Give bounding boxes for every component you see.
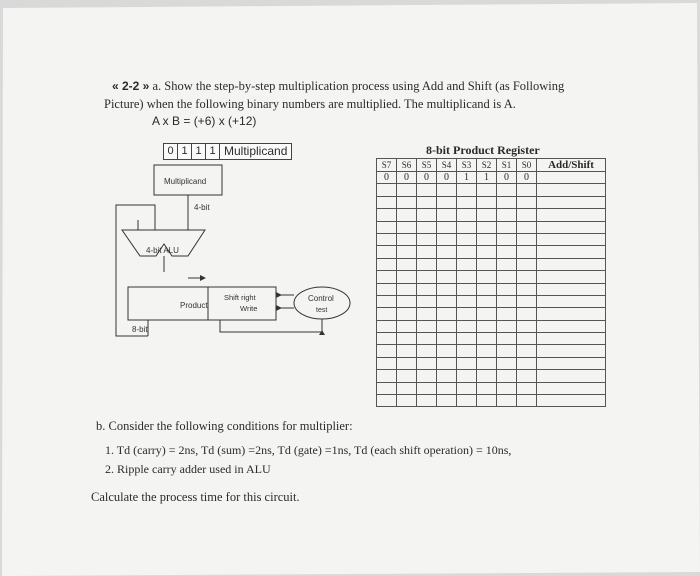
multiplicand-bit: 0 xyxy=(164,144,178,159)
empty-bit-cell xyxy=(517,357,537,369)
empty-bit-cell xyxy=(437,345,457,357)
empty-bit-cell xyxy=(497,357,517,369)
table-row xyxy=(377,246,606,258)
table-row xyxy=(377,221,606,233)
add-shift-cell xyxy=(537,333,606,345)
initial-bit-cell: 0 xyxy=(517,172,537,184)
multiplicand-bit: 1 xyxy=(178,144,192,159)
add-shift-cell xyxy=(537,345,606,357)
part-b-condition-1: 1. Td (carry) = 2ns, Td (sum) =2ns, Td (gate) =1ns, Td (each shift operation) = 10ns, xyxy=(105,443,512,457)
add-shift-cell xyxy=(537,370,606,382)
bit-header-s3: S3 xyxy=(457,159,477,172)
empty-bit-cell xyxy=(517,345,537,357)
bit-header-s0: S0 xyxy=(517,159,537,172)
empty-bit-cell xyxy=(497,233,517,245)
empty-bit-cell xyxy=(477,308,497,320)
empty-bit-cell xyxy=(477,209,497,221)
empty-bit-cell xyxy=(397,196,417,208)
empty-bit-cell xyxy=(397,345,417,357)
add-shift-cell xyxy=(537,382,606,394)
empty-bit-cell xyxy=(477,382,497,394)
empty-bit-cell xyxy=(477,295,497,307)
bit-header-s6: S6 xyxy=(397,159,417,172)
empty-bit-cell xyxy=(477,221,497,233)
empty-bit-cell xyxy=(397,395,417,407)
empty-bit-cell xyxy=(417,295,437,307)
empty-bit-cell xyxy=(417,395,437,407)
empty-bit-cell xyxy=(437,233,457,245)
initial-bit-cell: 0 xyxy=(417,172,437,184)
empty-bit-cell xyxy=(417,308,437,320)
bit-header-s5: S5 xyxy=(417,159,437,172)
empty-bit-cell xyxy=(397,308,417,320)
empty-bit-cell xyxy=(477,320,497,332)
initial-bit-cell: 0 xyxy=(397,172,417,184)
empty-bit-cell xyxy=(517,271,537,283)
empty-bit-cell xyxy=(377,271,397,283)
add-shift-cell xyxy=(537,258,606,270)
add-shift-cell xyxy=(537,320,606,332)
add-shift-cell xyxy=(537,357,606,369)
table-row xyxy=(377,283,606,295)
empty-bit-cell xyxy=(457,196,477,208)
table-row xyxy=(377,209,606,221)
diagram-write-label: Write xyxy=(240,304,258,313)
empty-bit-cell xyxy=(457,233,477,245)
bit-header-s1: S1 xyxy=(497,159,517,172)
add-shift-cell xyxy=(537,308,606,320)
empty-bit-cell xyxy=(517,196,537,208)
empty-bit-cell xyxy=(497,271,517,283)
multiplicand-label: Multiplicand xyxy=(224,144,288,158)
multiplicand-bit: 1 xyxy=(206,144,220,159)
empty-bit-cell xyxy=(377,357,397,369)
empty-bit-cell xyxy=(457,184,477,196)
table-row xyxy=(377,271,606,283)
empty-bit-cell xyxy=(497,196,517,208)
empty-bit-cell xyxy=(417,320,437,332)
product-register-table xyxy=(376,158,606,407)
empty-bit-cell xyxy=(417,258,437,270)
table-row xyxy=(377,345,606,357)
empty-bit-cell xyxy=(417,370,437,382)
empty-bit-cell xyxy=(417,184,437,196)
empty-bit-cell xyxy=(377,221,397,233)
initial-bit-cell: 1 xyxy=(457,172,477,184)
control-test-ellipse xyxy=(294,287,350,319)
empty-bit-cell xyxy=(437,283,457,295)
empty-bit-cell xyxy=(437,357,457,369)
empty-bit-cell xyxy=(457,333,477,345)
empty-bit-cell xyxy=(457,295,477,307)
diagram-8bit-label: 8-bit xyxy=(132,325,148,334)
empty-bit-cell xyxy=(517,283,537,295)
empty-bit-cell xyxy=(437,320,457,332)
empty-bit-cell xyxy=(457,246,477,258)
empty-bit-cell xyxy=(517,209,537,221)
empty-bit-cell xyxy=(397,382,417,394)
empty-bit-cell xyxy=(397,246,417,258)
empty-bit-cell xyxy=(397,209,417,221)
empty-bit-cell xyxy=(397,233,417,245)
empty-bit-cell xyxy=(417,357,437,369)
bit-header-s7: S7 xyxy=(377,159,397,172)
add-shift-cell xyxy=(537,295,606,307)
empty-bit-cell xyxy=(417,233,437,245)
table-row xyxy=(377,295,606,307)
empty-bit-cell xyxy=(397,258,417,270)
diagram-alu-label: 4-bit ALU xyxy=(146,246,179,255)
multiplier-hardware-diagram xyxy=(100,160,360,350)
empty-bit-cell xyxy=(517,184,537,196)
diagram-control-label: Control xyxy=(308,294,334,303)
empty-bit-cell xyxy=(437,258,457,270)
table-row xyxy=(377,308,606,320)
empty-bit-cell xyxy=(457,209,477,221)
add-shift-cell xyxy=(537,221,606,233)
empty-bit-cell xyxy=(417,209,437,221)
empty-bit-cell xyxy=(457,357,477,369)
empty-bit-cell xyxy=(457,271,477,283)
empty-bit-cell xyxy=(477,333,497,345)
empty-bit-cell xyxy=(497,370,517,382)
empty-bit-cell xyxy=(397,333,417,345)
empty-bit-cell xyxy=(437,370,457,382)
empty-bit-cell xyxy=(417,345,437,357)
empty-bit-cell xyxy=(377,233,397,245)
diagram-multiplicand-label: Multiplicand xyxy=(164,177,207,186)
empty-bit-cell xyxy=(417,221,437,233)
add-shift-cell xyxy=(537,172,606,184)
empty-bit-cell xyxy=(437,333,457,345)
empty-bit-cell xyxy=(477,246,497,258)
empty-bit-cell xyxy=(457,308,477,320)
empty-bit-cell xyxy=(437,184,457,196)
question-text-1: a. Show the step-by-step multiplication process using Add and Shift (as Following xyxy=(152,79,565,93)
empty-bit-cell xyxy=(497,333,517,345)
empty-bit-cell xyxy=(377,258,397,270)
empty-bit-cell xyxy=(497,295,517,307)
question-number: « 2-2 » xyxy=(112,79,150,93)
empty-bit-cell xyxy=(437,196,457,208)
table-body xyxy=(377,172,606,407)
empty-bit-cell xyxy=(497,382,517,394)
empty-bit-cell xyxy=(457,370,477,382)
add-shift-cell xyxy=(537,246,606,258)
bit-header-s4: S4 xyxy=(437,159,457,172)
empty-bit-cell xyxy=(477,395,497,407)
empty-bit-cell xyxy=(457,221,477,233)
question-line-1 xyxy=(112,79,564,94)
empty-bit-cell xyxy=(377,295,397,307)
empty-bit-cell xyxy=(457,283,477,295)
table-row xyxy=(377,370,606,382)
empty-bit-cell xyxy=(497,308,517,320)
empty-bit-cell xyxy=(497,246,517,258)
table-row xyxy=(377,382,606,394)
table-row xyxy=(377,184,606,196)
empty-bit-cell xyxy=(377,395,397,407)
empty-bit-cell xyxy=(417,283,437,295)
empty-bit-cell xyxy=(377,320,397,332)
diagram-shift-right-label: Shift right xyxy=(224,293,256,302)
empty-bit-cell xyxy=(477,258,497,270)
add-shift-cell xyxy=(537,196,606,208)
empty-bit-cell xyxy=(377,184,397,196)
empty-bit-cell xyxy=(517,258,537,270)
empty-bit-cell xyxy=(377,382,397,394)
empty-bit-cell xyxy=(517,295,537,307)
multiplicand-bit: 1 xyxy=(192,144,206,159)
empty-bit-cell xyxy=(397,283,417,295)
part-b-question: Calculate the process time for this circuit. xyxy=(91,490,300,504)
empty-bit-cell xyxy=(457,382,477,394)
empty-bit-cell xyxy=(477,370,497,382)
empty-bit-cell xyxy=(517,395,537,407)
empty-bit-cell xyxy=(397,271,417,283)
empty-bit-cell xyxy=(437,382,457,394)
add-shift-header: Add/Shift xyxy=(537,159,606,172)
empty-bit-cell xyxy=(477,196,497,208)
empty-bit-cell xyxy=(417,382,437,394)
empty-bit-cell xyxy=(417,246,437,258)
empty-bit-cell xyxy=(417,333,437,345)
diagram-product-label: Product xyxy=(180,301,208,310)
empty-bit-cell xyxy=(377,209,397,221)
product-register-title: 8-bit Product Register xyxy=(426,143,540,157)
initial-bit-cell: 0 xyxy=(497,172,517,184)
empty-bit-cell xyxy=(517,370,537,382)
empty-bit-cell xyxy=(377,308,397,320)
initial-bit-cell: 0 xyxy=(377,172,397,184)
empty-bit-cell xyxy=(477,271,497,283)
empty-bit-cell xyxy=(377,196,397,208)
diagram-test-label: test xyxy=(316,307,328,314)
empty-bit-cell xyxy=(377,333,397,345)
empty-bit-cell xyxy=(477,233,497,245)
empty-bit-cell xyxy=(457,258,477,270)
diagram-4bit-label: 4-bit xyxy=(194,203,210,212)
question-line-2: Picture) when the following binary numbers are multiplied. The multiplicand is A. xyxy=(104,97,516,111)
empty-bit-cell xyxy=(437,308,457,320)
empty-bit-cell xyxy=(477,345,497,357)
empty-bit-cell xyxy=(497,283,517,295)
empty-bit-cell xyxy=(497,209,517,221)
empty-bit-cell xyxy=(377,283,397,295)
empty-bit-cell xyxy=(377,345,397,357)
add-shift-cell xyxy=(537,233,606,245)
table-header-row xyxy=(377,159,606,172)
empty-bit-cell xyxy=(517,308,537,320)
empty-bit-cell xyxy=(437,221,457,233)
empty-bit-cell xyxy=(437,395,457,407)
initial-bit-cell: 0 xyxy=(437,172,457,184)
empty-bit-cell xyxy=(397,357,417,369)
table-row xyxy=(377,357,606,369)
empty-bit-cell xyxy=(497,320,517,332)
table-row xyxy=(377,233,606,245)
add-shift-cell xyxy=(537,395,606,407)
add-shift-cell xyxy=(537,209,606,221)
empty-bit-cell xyxy=(497,221,517,233)
empty-bit-cell xyxy=(397,184,417,196)
empty-bit-cell xyxy=(477,184,497,196)
empty-bit-cell xyxy=(497,184,517,196)
empty-bit-cell xyxy=(497,258,517,270)
empty-bit-cell xyxy=(517,333,537,345)
table-row xyxy=(377,320,606,332)
empty-bit-cell xyxy=(437,295,457,307)
empty-bit-cell xyxy=(477,283,497,295)
empty-bit-cell xyxy=(457,320,477,332)
question-expression: A x B = (+6) x (+12) xyxy=(152,114,257,128)
empty-bit-cell xyxy=(397,320,417,332)
multiplicand-box xyxy=(163,143,292,160)
empty-bit-cell xyxy=(497,345,517,357)
empty-bit-cell xyxy=(517,382,537,394)
empty-bit-cell xyxy=(457,345,477,357)
table-row xyxy=(377,258,606,270)
empty-bit-cell xyxy=(397,295,417,307)
add-shift-cell xyxy=(537,184,606,196)
bit-header-s2: S2 xyxy=(477,159,497,172)
empty-bit-cell xyxy=(397,370,417,382)
table-row xyxy=(377,196,606,208)
empty-bit-cell xyxy=(517,221,537,233)
empty-bit-cell xyxy=(477,357,497,369)
empty-bit-cell xyxy=(437,209,457,221)
add-shift-cell xyxy=(537,271,606,283)
part-b-condition-2: 2. Ripple carry adder used in ALU xyxy=(105,462,271,476)
empty-bit-cell xyxy=(437,246,457,258)
empty-bit-cell xyxy=(417,196,437,208)
empty-bit-cell xyxy=(417,271,437,283)
empty-bit-cell xyxy=(437,271,457,283)
part-b-intro: b. Consider the following conditions for multiplier: xyxy=(96,419,353,433)
empty-bit-cell xyxy=(377,246,397,258)
table-row xyxy=(377,172,606,184)
empty-bit-cell xyxy=(517,320,537,332)
empty-bit-cell xyxy=(377,370,397,382)
empty-bit-cell xyxy=(517,246,537,258)
empty-bit-cell xyxy=(517,233,537,245)
add-shift-cell xyxy=(537,283,606,295)
initial-bit-cell: 1 xyxy=(477,172,497,184)
empty-bit-cell xyxy=(397,221,417,233)
table-row xyxy=(377,333,606,345)
empty-bit-cell xyxy=(457,395,477,407)
table-row xyxy=(377,395,606,407)
empty-bit-cell xyxy=(497,395,517,407)
